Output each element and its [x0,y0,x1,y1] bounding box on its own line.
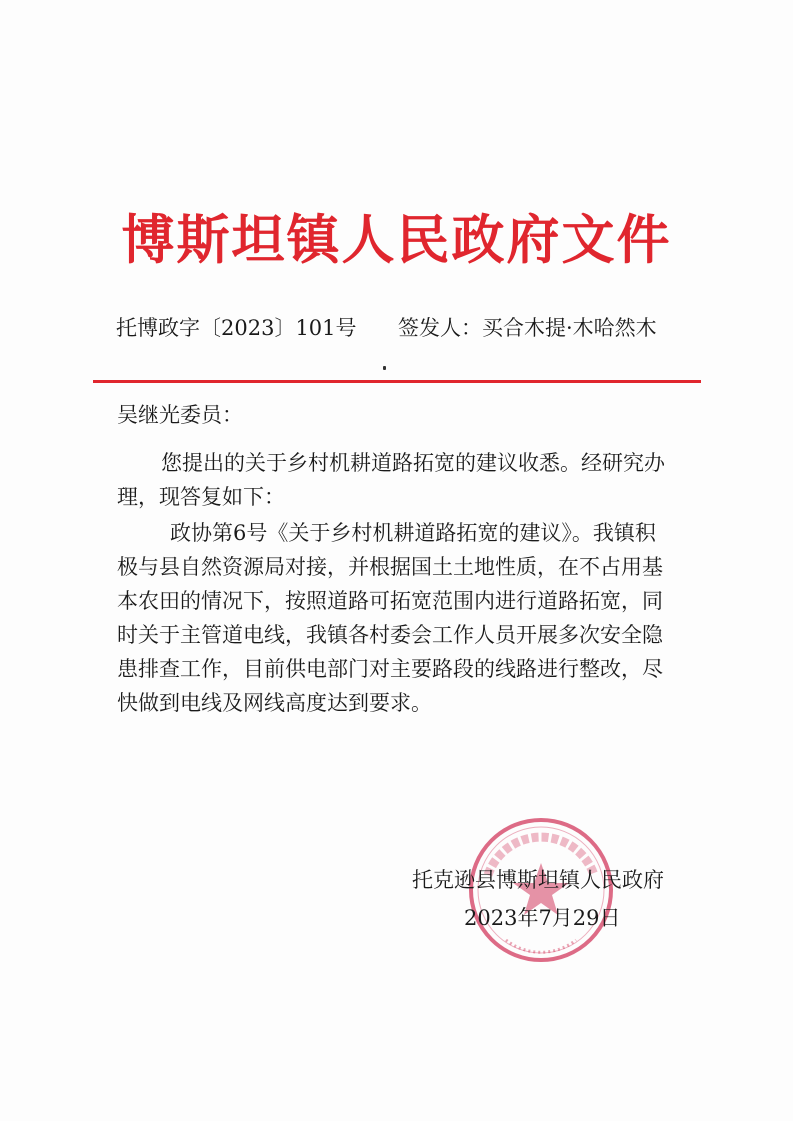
paragraph-reply [117,516,677,720]
paragraph-line: 时关于主管道电线，我镇各村委会工作人员开展多次安全隐 [117,623,663,647]
paragraph-line: 快做到电线及网线高度达到要求。 [117,691,432,715]
signature-date: 2023年7月29日 [464,906,621,930]
scan-speck [383,366,386,370]
paragraph-line: 理，现答复如下： [117,485,285,509]
document-number: 托博政字〔2023〕101号 [116,316,357,340]
salutation: 吴继光委员： [117,403,243,427]
paragraph-intro [117,446,677,514]
signature-organization: 托克逊县博斯坦镇人民政府 [412,868,664,892]
document-title: 博斯坦镇人民政府文件 [121,209,672,271]
paragraph-line: 患排查工作，目前供电部门对主要路段的线路进行整改，尽 [117,657,663,681]
red-divider-line [93,380,701,383]
paragraph-line: 您提出的关于乡村机耕道路拓宽的建议收悉。经研究办 [161,451,665,475]
paragraph-line: 本农田的情况下，按照道路可拓宽范围内进行道路拓宽，同 [117,589,663,613]
document-signer: 签发人：买合木提·木哈然木 [398,316,657,340]
paragraph-line: 极与县自然资源局对接，并根据国土土地性质，在不占用基 [117,555,663,579]
paragraph-line: 政协第6号《关于乡村机耕道路拓宽的建议》。我镇积 [170,521,656,545]
